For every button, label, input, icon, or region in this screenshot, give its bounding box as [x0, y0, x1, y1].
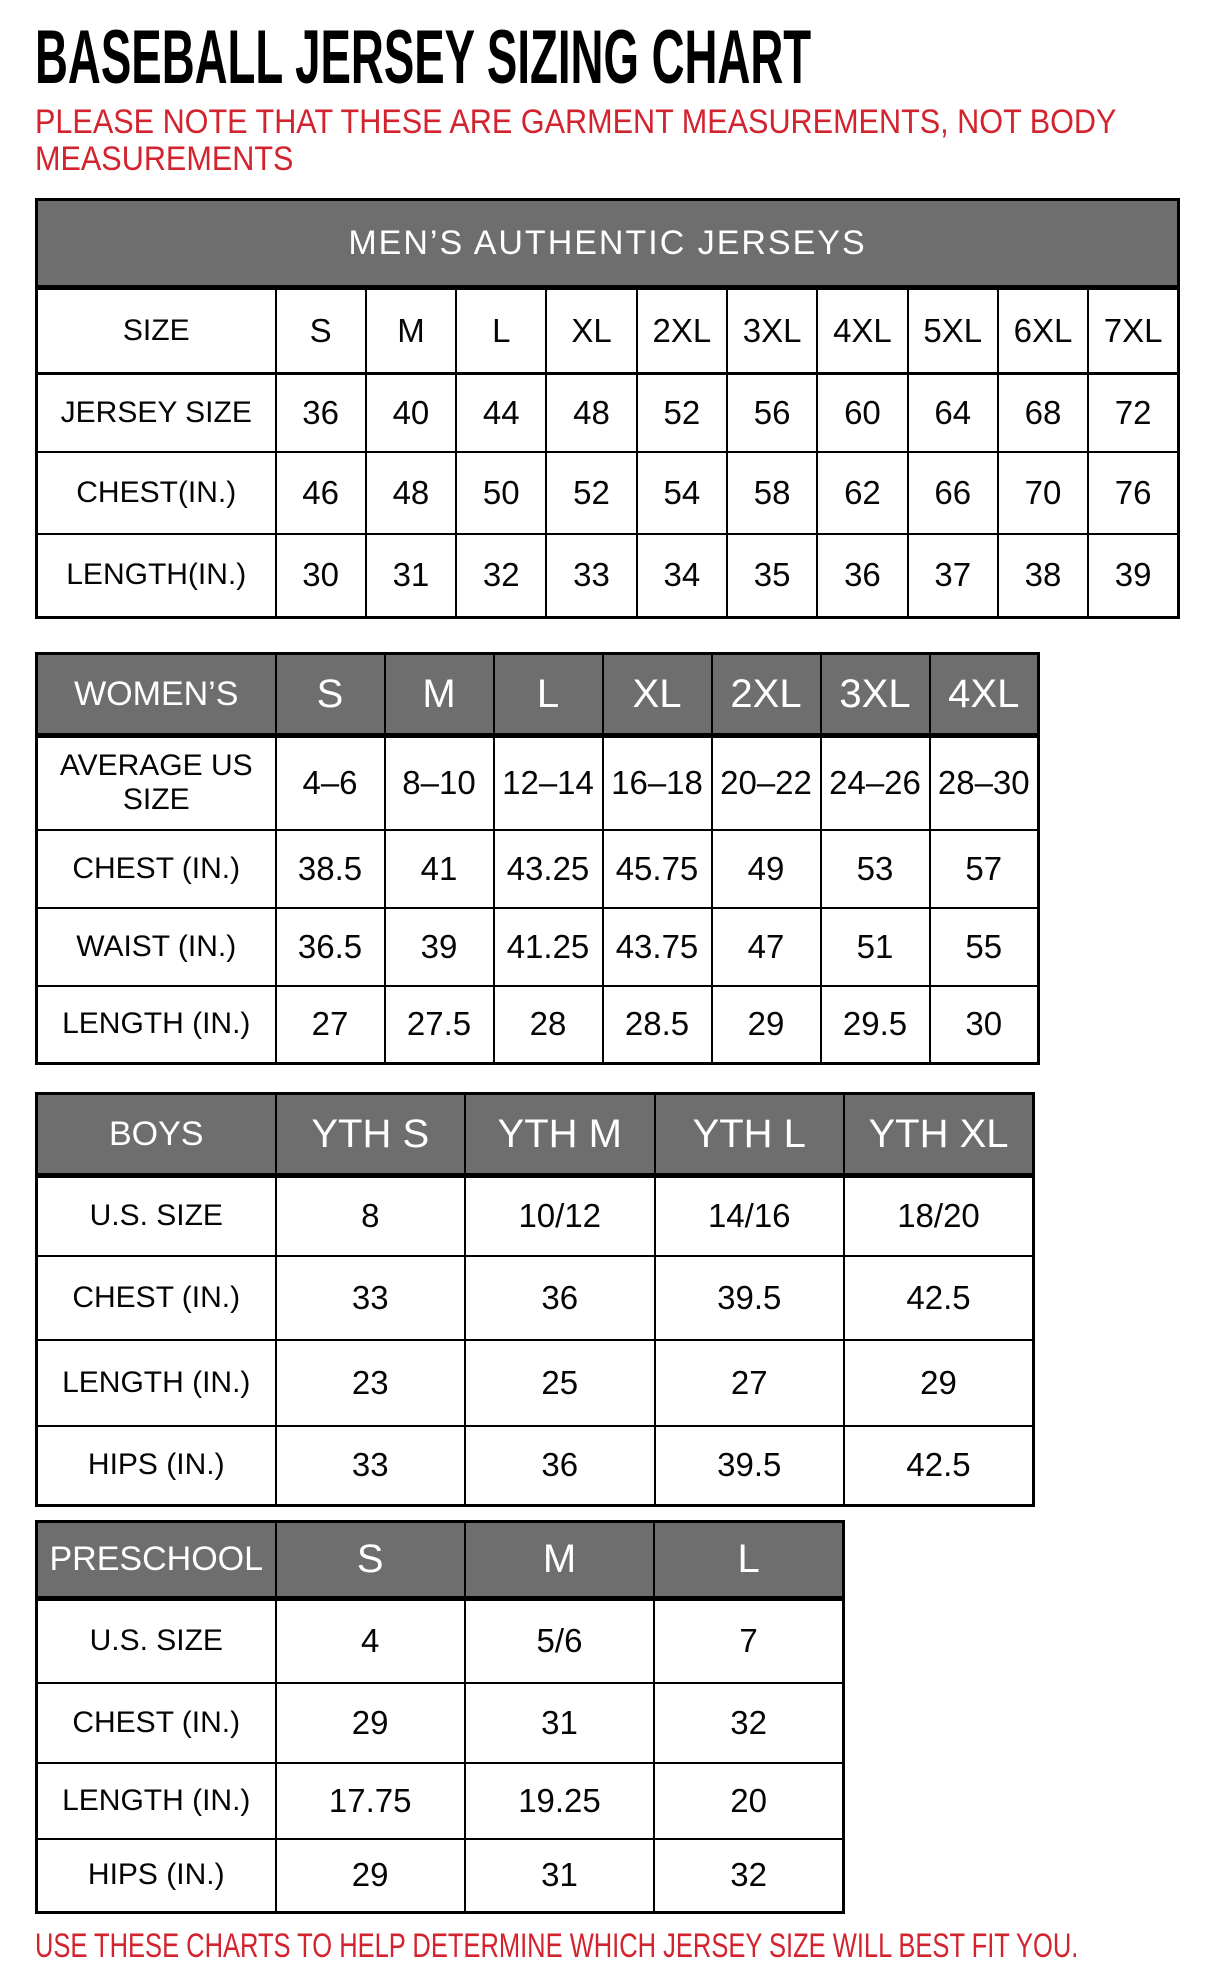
table-cell: 42.5 — [844, 1426, 1034, 1506]
table-cell: 17.75 — [276, 1763, 465, 1839]
footer-note: USE THESE CHARTS TO HELP DETERMINE WHICH JERSEY SIZE WILL BEST FIT YOU. — [35, 1927, 1079, 1965]
table-cell: 60 — [817, 374, 907, 452]
preschool-row-label-hips: HIPS (IN.) — [37, 1839, 276, 1913]
table-row — [37, 452, 1179, 534]
column-header: M — [385, 654, 494, 736]
table-cell: 42.5 — [844, 1256, 1034, 1340]
table-row — [37, 908, 1039, 986]
column-header: S — [276, 654, 385, 736]
column-header: 5XL — [908, 288, 998, 374]
table-cell: 39 — [1088, 534, 1178, 618]
womens-sizing-table — [35, 652, 1040, 1065]
boys-row-label-hips: HIPS (IN.) — [37, 1426, 276, 1506]
table-cell: 31 — [465, 1839, 654, 1913]
boys-row-label-length: LENGTH (IN.) — [37, 1340, 276, 1426]
table-cell: 27 — [276, 986, 385, 1064]
table-cell: 38 — [998, 534, 1088, 618]
table-cell: 36 — [465, 1256, 655, 1340]
column-header: 2XL — [712, 654, 821, 736]
table-cell: 33 — [276, 1426, 466, 1506]
table-cell: 36.5 — [276, 908, 385, 986]
table-cell: 7 — [654, 1599, 843, 1683]
table-cell: 27 — [655, 1340, 845, 1426]
womens-table-header-row — [37, 654, 1039, 736]
table-cell: 33 — [276, 1256, 466, 1340]
table-cell: 72 — [1088, 374, 1178, 452]
table-cell: 19.25 — [465, 1763, 654, 1839]
table-row — [37, 534, 1179, 618]
womens-table-title: WOMEN’S — [37, 654, 276, 736]
table-cell: 39.5 — [655, 1426, 845, 1506]
table-cell: 43.75 — [603, 908, 712, 986]
table-cell: 29.5 — [821, 986, 930, 1064]
table-cell: 32 — [654, 1683, 843, 1763]
table-cell: 40 — [366, 374, 456, 452]
table-cell: 37 — [908, 534, 998, 618]
table-row — [37, 1763, 844, 1839]
table-cell: 56 — [727, 374, 817, 452]
table-cell: 4 — [276, 1599, 465, 1683]
table-cell: 29 — [712, 986, 821, 1064]
preschool-row-label-us-size: U.S. SIZE — [37, 1599, 276, 1683]
table-row — [37, 374, 1179, 452]
table-row — [37, 1176, 1034, 1256]
table-cell: 5/6 — [465, 1599, 654, 1683]
table-cell: 36 — [276, 374, 366, 452]
table-cell: 28.5 — [603, 986, 712, 1064]
preschool-row-label-chest: CHEST (IN.) — [37, 1683, 276, 1763]
preschool-table-title: PRESCHOOL — [37, 1522, 276, 1599]
table-cell: 44 — [456, 374, 546, 452]
table-cell: 20 — [654, 1763, 843, 1839]
table-row — [37, 736, 1039, 830]
table-cell: 28–30 — [930, 736, 1039, 830]
preschool-table-header-row — [37, 1522, 844, 1599]
table-cell: 57 — [930, 830, 1039, 908]
column-header: 7XL — [1088, 288, 1178, 374]
column-header: 2XL — [637, 288, 727, 374]
boys-row-label-chest: CHEST (IN.) — [37, 1256, 276, 1340]
column-header: XL — [603, 654, 712, 736]
table-cell: 47 — [712, 908, 821, 986]
womens-row-label-length: LENGTH (IN.) — [37, 986, 276, 1064]
column-header: YTH XL — [844, 1094, 1034, 1176]
mens-row-label-chest: CHEST(IN.) — [37, 452, 276, 534]
column-header: YTH M — [465, 1094, 655, 1176]
table-cell: 35 — [727, 534, 817, 618]
boys-table-header-row — [37, 1094, 1034, 1176]
table-cell: 4–6 — [276, 736, 385, 830]
table-cell: 68 — [998, 374, 1088, 452]
table-cell: 31 — [366, 534, 456, 618]
mens-row-label-length: LENGTH(IN.) — [37, 534, 276, 618]
column-header: 3XL — [821, 654, 930, 736]
table-cell: 39 — [385, 908, 494, 986]
table-row — [37, 1256, 1034, 1340]
mens-table-header-row — [37, 200, 1179, 288]
boys-table-title: BOYS — [37, 1094, 276, 1176]
column-header: 6XL — [998, 288, 1088, 374]
table-cell: 36 — [817, 534, 907, 618]
column-header: L — [494, 654, 603, 736]
table-cell: 70 — [998, 452, 1088, 534]
boys-row-label-us-size: U.S. SIZE — [37, 1176, 276, 1256]
table-cell: 46 — [276, 452, 366, 534]
table-cell: 50 — [456, 452, 546, 534]
column-header: 4XL — [817, 288, 907, 374]
table-cell: 29 — [276, 1683, 465, 1763]
table-cell: 25 — [465, 1340, 655, 1426]
table-cell: 53 — [821, 830, 930, 908]
table-cell: 62 — [817, 452, 907, 534]
table-cell: 34 — [637, 534, 727, 618]
table-cell: 45.75 — [603, 830, 712, 908]
note-line-1: PLEASE NOTE THAT THESE ARE GARMENT MEASUREMENTS, NOT BODY — [35, 103, 1117, 141]
table-cell: 48 — [366, 452, 456, 534]
table-cell: 28 — [494, 986, 603, 1064]
table-cell: 29 — [276, 1839, 465, 1913]
table-cell: 18/20 — [844, 1176, 1034, 1256]
table-row — [37, 986, 1039, 1064]
table-row — [37, 1839, 844, 1913]
page-title: BASEBALL JERSEY SIZING CHART — [35, 15, 812, 100]
table-cell: 8 — [276, 1176, 466, 1256]
table-cell: 52 — [546, 452, 636, 534]
column-header: S — [276, 1522, 465, 1599]
column-header: M — [465, 1522, 654, 1599]
table-cell: 16–18 — [603, 736, 712, 830]
column-header: L — [456, 288, 546, 374]
table-cell: 36 — [465, 1426, 655, 1506]
table-row — [37, 1599, 844, 1683]
mens-row-label-jersey-size: JERSEY SIZE — [37, 374, 276, 452]
table-row — [37, 1683, 844, 1763]
table-cell: 58 — [727, 452, 817, 534]
mens-sizing-table — [35, 198, 1180, 619]
column-header: 3XL — [727, 288, 817, 374]
table-cell: 10/12 — [465, 1176, 655, 1256]
table-row — [37, 830, 1039, 908]
table-cell: 66 — [908, 452, 998, 534]
table-cell: 14/16 — [655, 1176, 845, 1256]
note-line-2: MEASUREMENTS — [35, 140, 294, 178]
table-cell: 30 — [930, 986, 1039, 1064]
table-cell: 51 — [821, 908, 930, 986]
preschool-row-label-length: LENGTH (IN.) — [37, 1763, 276, 1839]
column-header: YTH L — [655, 1094, 845, 1176]
boys-sizing-table — [35, 1092, 1035, 1507]
table-cell: 64 — [908, 374, 998, 452]
column-header: S — [276, 288, 366, 374]
table-cell: 76 — [1088, 452, 1178, 534]
table-cell: 27.5 — [385, 986, 494, 1064]
mens-table-title: MEN’S AUTHENTIC JERSEYS — [37, 200, 1179, 288]
table-cell: 41 — [385, 830, 494, 908]
column-header: XL — [546, 288, 636, 374]
table-cell: 54 — [637, 452, 727, 534]
table-cell: 52 — [637, 374, 727, 452]
table-cell: 39.5 — [655, 1256, 845, 1340]
womens-row-label-waist: WAIST (IN.) — [37, 908, 276, 986]
womens-row-label-chest: CHEST (IN.) — [37, 830, 276, 908]
table-cell: 33 — [546, 534, 636, 618]
table-row — [37, 1426, 1034, 1506]
mens-size-header-row — [37, 288, 1179, 374]
womens-row-label-average-us-size: AVERAGE US SIZE — [37, 736, 276, 830]
table-cell: 49 — [712, 830, 821, 908]
table-cell: 29 — [844, 1340, 1034, 1426]
column-header: YTH S — [276, 1094, 466, 1176]
table-cell: 32 — [654, 1839, 843, 1913]
table-row — [37, 1340, 1034, 1426]
table-cell: 8–10 — [385, 736, 494, 830]
table-cell: 38.5 — [276, 830, 385, 908]
table-cell: 32 — [456, 534, 546, 618]
table-cell: 31 — [465, 1683, 654, 1763]
table-cell: 23 — [276, 1340, 466, 1426]
column-header: 4XL — [930, 654, 1039, 736]
table-cell: 55 — [930, 908, 1039, 986]
garment-measurements-note — [35, 104, 1116, 178]
table-cell: 48 — [546, 374, 636, 452]
preschool-sizing-table — [35, 1520, 845, 1914]
table-cell: 30 — [276, 534, 366, 618]
mens-row-label-size: SIZE — [37, 288, 276, 374]
column-header: M — [366, 288, 456, 374]
table-cell: 12–14 — [494, 736, 603, 830]
column-header: L — [654, 1522, 843, 1599]
table-cell: 43.25 — [494, 830, 603, 908]
table-cell: 41.25 — [494, 908, 603, 986]
table-cell: 24–26 — [821, 736, 930, 830]
table-cell: 20–22 — [712, 736, 821, 830]
